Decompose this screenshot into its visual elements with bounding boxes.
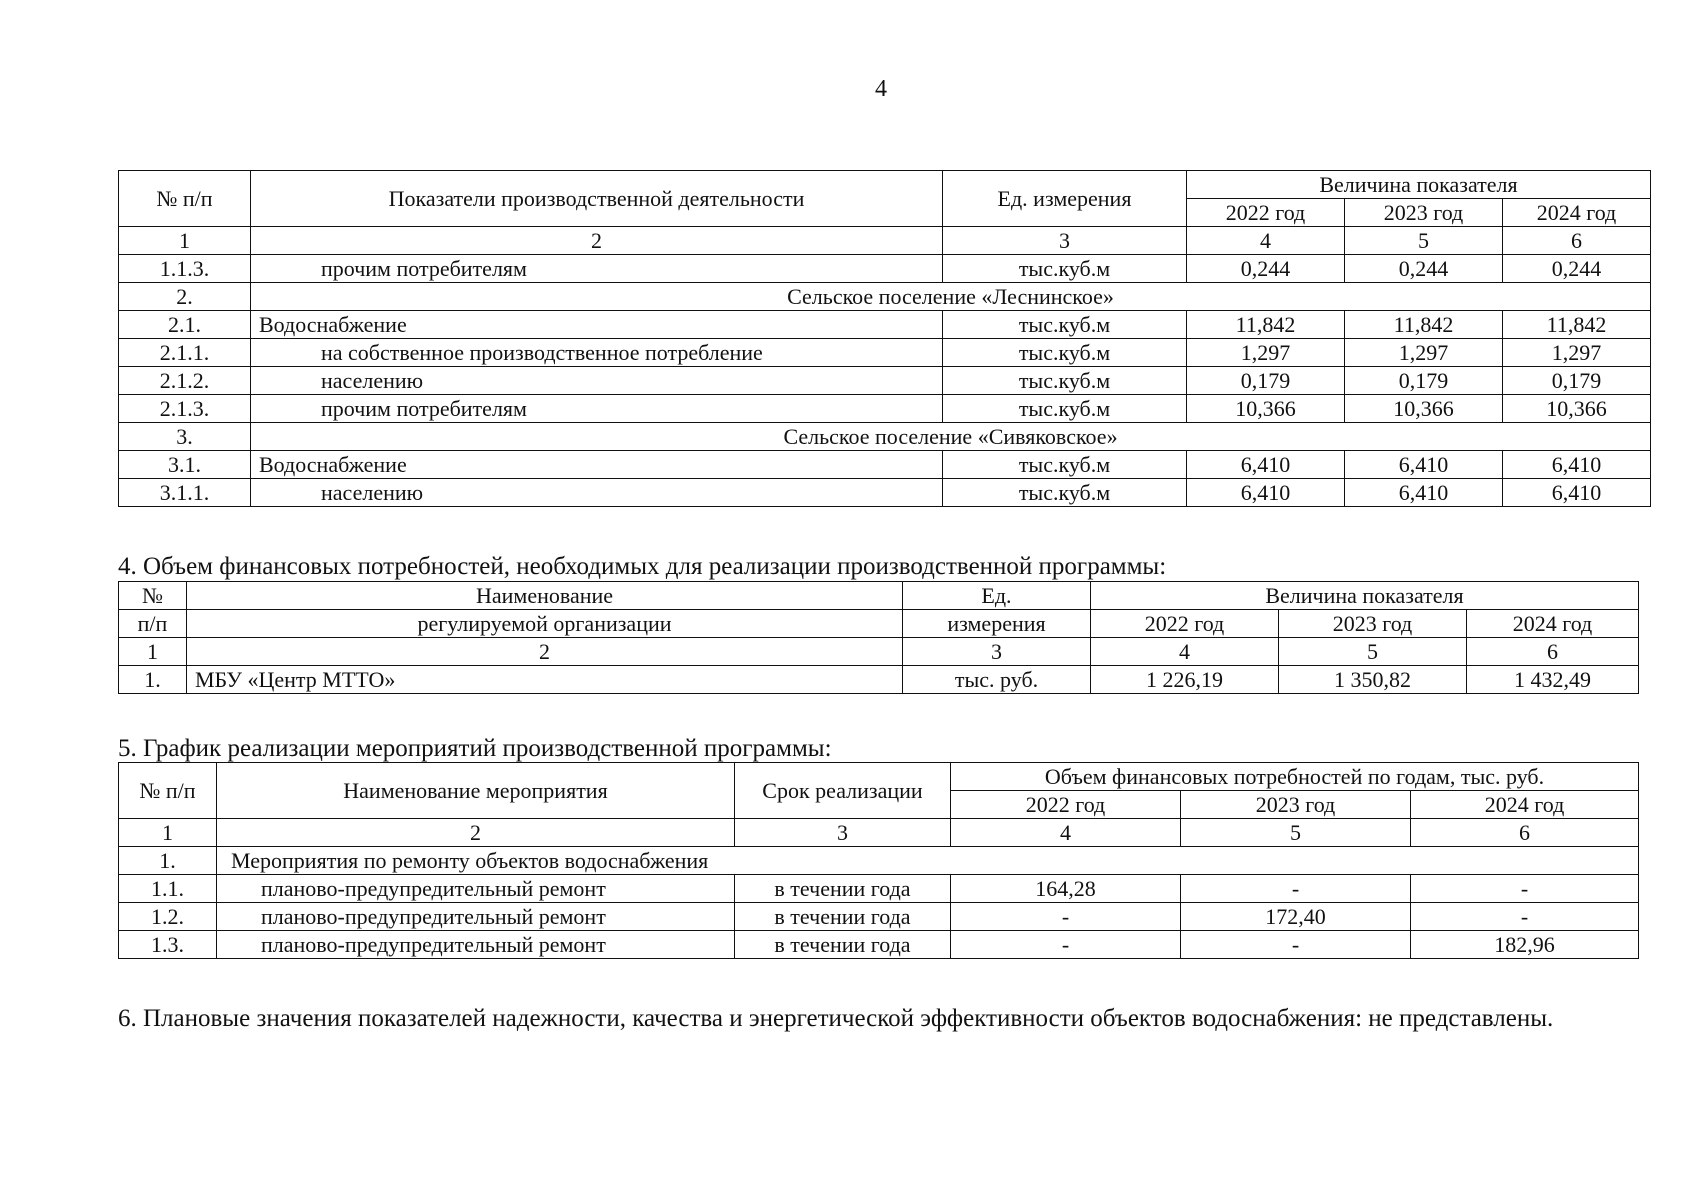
indicator-name: Водоснабжение [251,311,943,339]
column-index: 3 [943,227,1187,255]
activity-name: планово-предупредительный ремонт [217,931,735,959]
column-header-year: 2024 год [1503,199,1651,227]
section-row [119,283,1651,311]
section-row [119,423,1651,451]
row-number: 2.1.2. [119,367,251,395]
column-header-year: 2023 год [1279,610,1467,638]
activity-name: планово-предупредительный ремонт [217,903,735,931]
row-number: 2.1. [119,311,251,339]
row-value-2023: 1 350,82 [1279,666,1467,694]
column-index: 4 [1091,638,1279,666]
row-value: 0,244 [1187,255,1345,283]
row-value: 11,842 [1345,311,1503,339]
row-unit: тыс.куб.м [943,451,1187,479]
row-value: 164,28 [951,875,1181,903]
row-unit: тыс.куб.м [943,479,1187,507]
section-6-paragraph: 6. Плановые значения показателей надежности, качества и энергетической эффективности объектов водоснабжения: не представлены. [118,1005,1554,1032]
row-value: 0,179 [1187,367,1345,395]
activity-term: в течении года [735,931,951,959]
row-number: 2.1.1. [119,339,251,367]
column-index: 5 [1279,638,1467,666]
column-header-term: Срок реализации [735,763,951,819]
column-header-organization: Наименование [187,582,903,610]
row-value: 11,842 [1187,311,1345,339]
production-indicators-body [119,171,1651,507]
row-value: 0,244 [1345,255,1503,283]
row-value: - [1411,903,1639,931]
row-number: 1. [119,847,217,875]
organization-name: МБУ «Центр МТТО» [187,666,903,694]
row-value: - [1411,875,1639,903]
indicator-name: населению [251,479,943,507]
column-index: 2 [187,638,903,666]
row-value: 6,410 [1187,451,1345,479]
column-header-activity: Наименование мероприятия [217,763,735,819]
row-value: 172,40 [1181,903,1411,931]
row-number: 3. [119,423,251,451]
row-number: 2.1.3. [119,395,251,423]
row-value: 10,366 [1503,395,1651,423]
row-value: 6,410 [1503,479,1651,507]
column-header-number: № [119,582,187,610]
table-row [119,875,1639,903]
row-value: 182,96 [1411,931,1639,959]
row-number: 1.1. [119,875,217,903]
column-index: 6 [1467,638,1639,666]
activity-term: в течении года [735,875,951,903]
section-title: Сельское поселение «Сивяковское» [251,423,1651,451]
indicator-name: прочим потребителям [251,255,943,283]
row-number: 1.1.3. [119,255,251,283]
column-header-number: № п/п [119,171,251,227]
row-unit: тыс.куб.м [943,339,1187,367]
row-number: 1.2. [119,903,217,931]
row-value: 1,297 [1187,339,1345,367]
row-number: 3.1. [119,451,251,479]
row-value: - [951,931,1181,959]
column-index-row [119,638,1639,666]
row-value: 6,410 [1187,479,1345,507]
column-header-year: 2022 год [951,791,1181,819]
column-index: 3 [735,819,951,847]
section-5-heading: 5. График реализации мероприятий производственной программы: [118,735,832,762]
row-value: 10,366 [1187,395,1345,423]
row-value: 1,297 [1345,339,1503,367]
row-unit: тыс. руб. [903,666,1091,694]
table-row [119,255,1651,283]
indicator-name: Водоснабжение [251,451,943,479]
table-row [119,339,1651,367]
column-index: 2 [251,227,943,255]
column-index: 1 [119,819,217,847]
activity-name: планово-предупредительный ремонт [217,875,735,903]
column-index: 4 [1187,227,1345,255]
table-row [119,367,1651,395]
column-header-year: 2022 год [1091,610,1279,638]
row-value: 0,244 [1503,255,1651,283]
row-value: 11,842 [1503,311,1651,339]
column-header-organization-line2: регулируемой организации [187,610,903,638]
column-header-number-line2: п/п [119,610,187,638]
row-unit: тыс.куб.м [943,395,1187,423]
group-title: Мероприятия по ремонту объектов водоснабжения [217,847,1639,875]
table-row [119,395,1651,423]
section-4-heading: 4. Объем финансовых потребностей, необходимых для реализации производственной программы: [118,553,1167,580]
activities-schedule-table [118,762,1639,959]
row-value: 6,410 [1503,451,1651,479]
group-row [119,847,1639,875]
column-index-row [119,227,1651,255]
table-row [119,479,1651,507]
column-header-year: 2024 год [1411,791,1639,819]
row-number: 1.3. [119,931,217,959]
column-header-year: 2023 год [1345,199,1503,227]
column-group-header-value: Величина показателя [1187,171,1651,199]
column-group-header-financial: Объем финансовых потребностей по годам, тыс. руб. [951,763,1639,791]
column-header-year: 2024 год [1467,610,1639,638]
row-value: 6,410 [1345,451,1503,479]
column-header-year: 2022 год [1187,199,1345,227]
indicator-name: населению [251,367,943,395]
table-row [119,311,1651,339]
indicator-name: на собственное производственное потребление [251,339,943,367]
row-value: 0,179 [1503,367,1651,395]
indicator-name: прочим потребителям [251,395,943,423]
column-header-unit: Ед. измерения [943,171,1187,227]
column-header-unit-line2: измерения [903,610,1091,638]
row-value: 10,366 [1345,395,1503,423]
column-index: 2 [217,819,735,847]
production-indicators-table [118,170,1651,507]
column-header-number: № п/п [119,763,217,819]
row-unit: тыс.куб.м [943,255,1187,283]
row-value: 6,410 [1345,479,1503,507]
column-index: 6 [1411,819,1639,847]
row-value: 0,179 [1345,367,1503,395]
row-number: 1. [119,666,187,694]
column-group-header-value: Величина показателя [1091,582,1639,610]
column-index: 6 [1503,227,1651,255]
column-header-unit: Ед. [903,582,1091,610]
column-index: 1 [119,227,251,255]
table-header-row-2 [119,610,1639,638]
table-header-row [119,763,1639,791]
row-number: 3.1.1. [119,479,251,507]
financial-needs-table [118,581,1639,694]
row-value: - [1181,875,1411,903]
table-header-row [119,582,1639,610]
activity-term: в течении года [735,903,951,931]
row-value: - [1181,931,1411,959]
column-index: 4 [951,819,1181,847]
table-header-row [119,171,1651,199]
row-value-2024: 1 432,49 [1467,666,1639,694]
table-row [119,931,1639,959]
column-index-row [119,819,1639,847]
table-row [119,903,1639,931]
column-index: 3 [903,638,1091,666]
row-value-2022: 1 226,19 [1091,666,1279,694]
section-title: Сельское поселение «Леснинское» [251,283,1651,311]
column-header-indicators: Показатели производственной деятельности [251,171,943,227]
row-value: 1,297 [1503,339,1651,367]
row-number: 2. [119,283,251,311]
column-header-year: 2023 год [1181,791,1411,819]
column-index: 5 [1345,227,1503,255]
row-unit: тыс.куб.м [943,311,1187,339]
table-row [119,666,1639,694]
row-value: - [951,903,1181,931]
column-index: 1 [119,638,187,666]
page-number: 4 [875,76,887,102]
table-row [119,451,1651,479]
column-index: 5 [1181,819,1411,847]
row-unit: тыс.куб.м [943,367,1187,395]
